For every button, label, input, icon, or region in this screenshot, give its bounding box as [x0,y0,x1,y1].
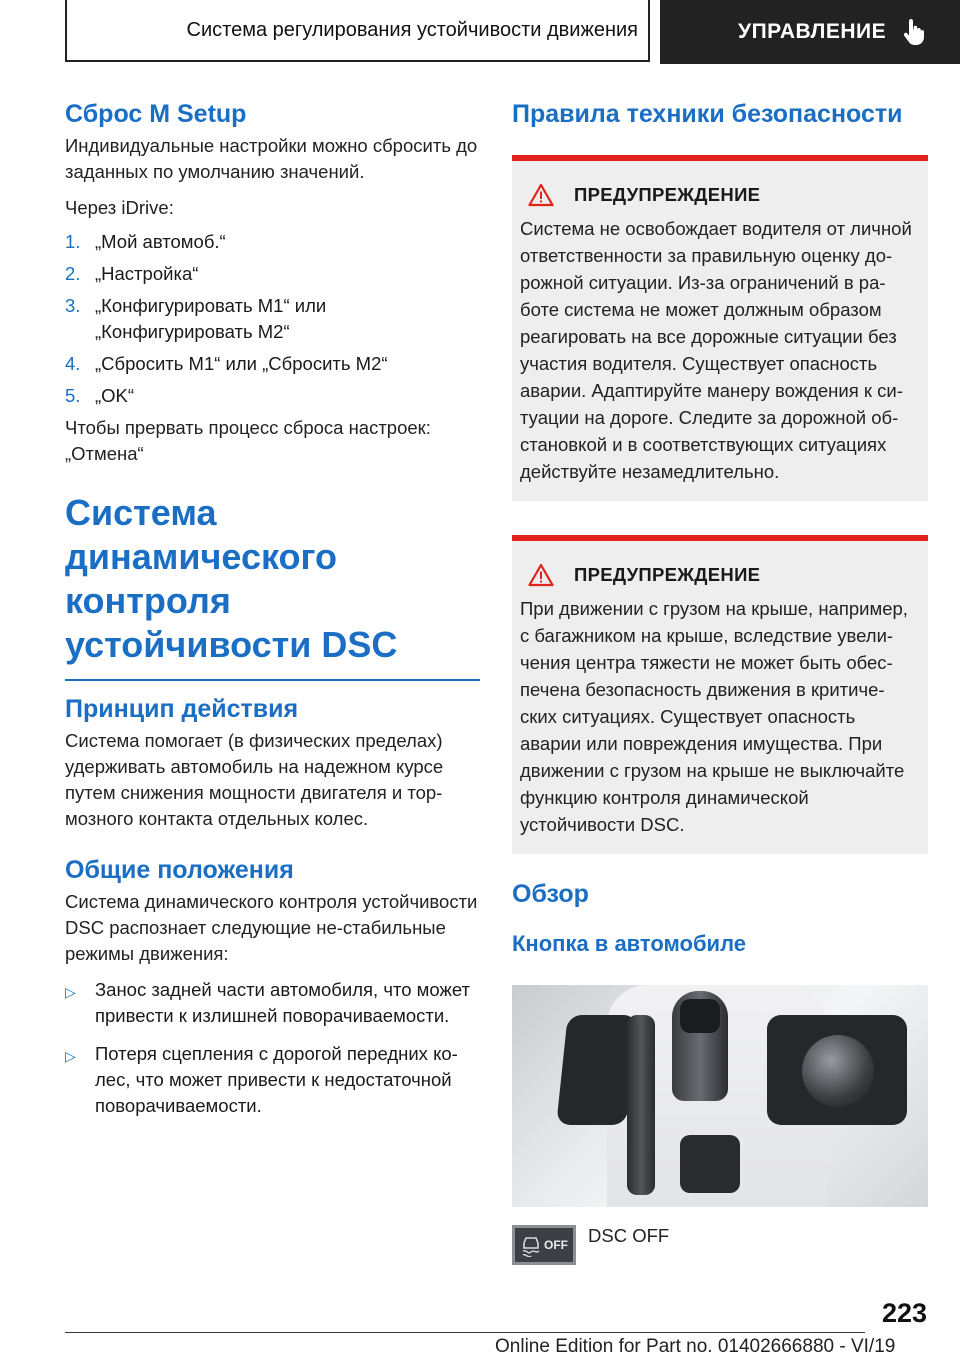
list-item [65,1041,480,1119]
list-item [65,261,480,287]
triangle-bullet-icon: ▷ [65,1048,76,1064]
step-text: „Мой автомоб.“ [95,231,226,252]
dsc-off-icon [512,1225,576,1265]
dsc-off-label: DSC OFF [588,1225,670,1246]
step-number: 4. [65,353,81,374]
step-text: „Сбросить M1“ или „Сбросить M2“ [95,353,388,374]
reset-heading: Сброс M Setup [65,100,247,128]
list-item [65,351,480,377]
hand-pointer-icon [902,18,926,46]
button-heading: Кнопка в автомобиле [512,931,746,956]
footer-edition: Online Edition for Part no. 01402666880 - VI/19 [495,1336,896,1357]
triangle-bullet-icon: ▷ [65,984,76,1000]
center-console-photo [512,985,928,1207]
header-title: Система регулирования устойчивости движения [186,18,638,41]
header-title-box [65,0,650,62]
warning-text: При движении с грузом на крыше, например, с багажником на крыше, вследствие увели-чения центра тяжести не может быть обес-печена безопасность движения в критиче-ских ситуациях. Существует опасность аварии или повреждения имущества. При движении с грузом на крыше не выключайте функцию контроля динамической устойчивости DSC. [520,598,908,835]
warning-title: ПРЕДУПРЕЖДЕНИЕ [574,184,761,205]
right-column [512,100,928,1265]
step-number: 3. [65,295,81,316]
list-item [65,229,480,255]
reset-intro: Индивидуальные настройки можно сбросить до заданных по умолчанию значений. [65,135,478,182]
divider [65,679,480,681]
principle-heading: Принцип действия [65,695,299,723]
step-text: „Конфигурировать M1“ или „Конфигурировать M2“ [95,295,327,342]
list-item [65,383,480,409]
list-item [65,977,480,1029]
page-number: 223 [881,1298,927,1328]
dsc-off-row [512,1225,928,1265]
warning-title: ПРЕДУПРЕЖДЕНИЕ [574,564,761,585]
step-number: 2. [65,263,81,284]
section-tab[interactable] [660,0,960,64]
footer-divider [65,1332,865,1333]
step-text: „OK“ [95,385,135,406]
general-heading: Общие положения [65,856,294,884]
reset-via: Через iDrive: [65,197,174,218]
safety-heading: Правила техники безопасности [512,100,903,128]
warning-box [512,155,928,501]
instability-list [65,977,480,1119]
step-number: 5. [65,385,81,406]
warning-box [512,535,928,854]
left-column [65,100,480,1131]
bullet-text: Занос задней части автомобиля, что может привести к излишней поворачиваемости. [95,979,470,1026]
step-text: „Настройка“ [95,263,199,284]
dsc-icon-text: OFF [544,1238,568,1252]
general-text: Система динамического контроля устойчивости DSC распознает следующие не-стабильные режимы движения: [65,891,478,964]
warning-triangle-icon [528,183,554,207]
overview-heading: Обзор [512,880,589,908]
bullet-text: Потеря сцепления с дорогой передних ко-лес, что может привести к недостаточной поворачиваемости. [95,1043,458,1116]
reset-steps [65,229,480,409]
principle-text: Система помогает (в физических пределах) удерживать автомобиль на надежном курсе путем снижения мощности двигателя и тор-мозного контакта отдельных колес. [65,730,444,829]
dsc-heading: Система динамического контроля устойчивости DSC [65,492,398,665]
warning-triangle-icon [528,563,554,587]
car-skid-icon [520,1233,542,1257]
list-item [65,293,480,345]
reset-cancel: Чтобы прервать процесс сброса настроек: „Отмена“ [65,417,431,464]
warning-text: Система не освобождает водителя от личной ответственности за правильную оценку до-рожной ситуации. Из-за ограничений в ра-боте система не может должным образом реагировать на все дорожные ситуации без участия водителя. Существует опасность аварии. Адаптируйте манеру вождения к си-туации на дороге. Следите за дорожной об-становкой и в соответствующих ситуациях действуйте незамедлительно. [520,218,912,482]
section-tab-label: УПРАВЛЕНИЕ [738,20,887,43]
step-number: 1. [65,231,81,252]
